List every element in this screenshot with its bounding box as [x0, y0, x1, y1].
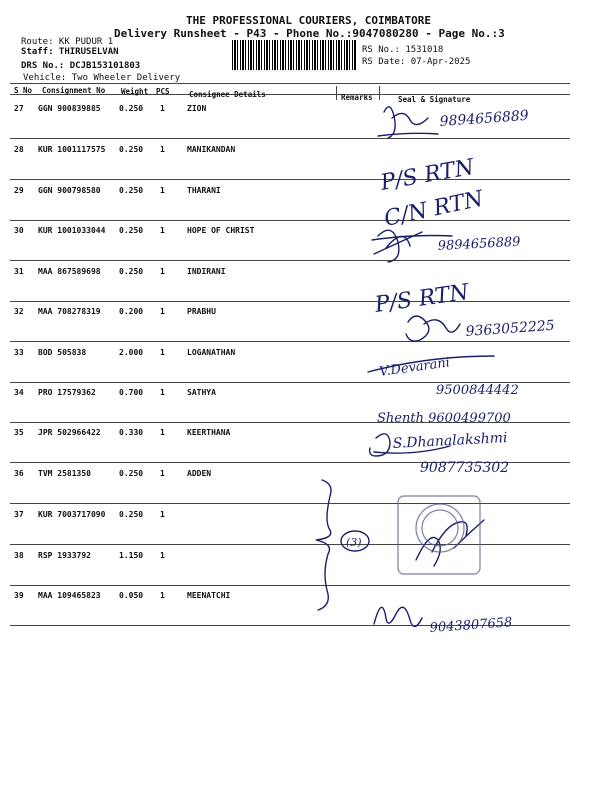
row-sno: 38	[14, 551, 24, 560]
row-sno: 35	[14, 428, 24, 437]
handwritten-name: V.Devarani	[378, 355, 451, 380]
row-consignment: RSP 1933792	[38, 551, 91, 560]
row-consignee: THARANI	[187, 186, 221, 195]
row-weight: 0.200	[119, 307, 144, 316]
row-pcs: 1	[160, 428, 165, 437]
handwritten-phone: 9043807658	[429, 615, 513, 636]
bracket-note: (3)	[346, 536, 362, 549]
row-pcs: 1	[160, 388, 165, 397]
handwritten-phone: 9500844442	[436, 383, 519, 398]
row-pcs: 1	[160, 186, 165, 195]
col-remarks: Remarks	[341, 93, 373, 102]
row-consignment: TVM 2581350	[38, 469, 91, 478]
row-sno: 32	[14, 307, 24, 316]
row-pcs: 1	[160, 145, 165, 154]
signature-mark	[374, 607, 422, 626]
row-consignee: INDIRANI	[187, 267, 226, 276]
row-pcs: 1	[160, 469, 165, 478]
handwritten-note: P/S RTN	[378, 154, 476, 196]
row-sno: 34	[14, 388, 24, 397]
row-consignment: KUR 7003717090	[38, 510, 106, 519]
route-label: Route: KK PUDUR 1	[21, 37, 114, 47]
row-weight: 0.250	[119, 226, 144, 235]
row-consignment: BOD 505838	[38, 348, 87, 357]
handwritten-phone: 9087735302	[420, 460, 510, 476]
row-weight: 2.000	[119, 348, 144, 357]
row-consignee: ADDEN	[187, 469, 212, 478]
row-pcs: 1	[160, 348, 165, 357]
row-consignee: SATHYA	[187, 388, 216, 397]
row-consignment: KUR 1001117575	[38, 145, 106, 154]
row-sno: 39	[14, 591, 24, 600]
col-consignee: Consignee Details	[189, 90, 266, 99]
row-sno: 29	[14, 186, 24, 195]
company-title: THE PROFESSIONAL COURIERS, COIMBATORE	[186, 14, 432, 27]
row-pcs: 1	[160, 510, 165, 519]
col-signature: Seal & Signature	[398, 95, 471, 104]
row-pcs: 1	[160, 267, 165, 276]
row-consignee: LOGANATHAN	[187, 348, 236, 357]
vehicle-label: Vehicle: Two Wheeler Delivery	[23, 73, 181, 83]
row-weight: 0.250	[119, 104, 144, 113]
row-sno: 37	[14, 510, 24, 519]
row-weight: 0.250	[119, 186, 144, 195]
drs-number: DRS No.: DCJB153101803	[21, 61, 141, 71]
row-consignee: ZION	[187, 104, 207, 113]
row-consignee: MANIKANDAN	[187, 145, 236, 154]
row-sno: 36	[14, 469, 24, 478]
col-weight: Weight	[121, 87, 149, 96]
staff-label: Staff: THIRUSELVAN	[21, 47, 119, 57]
bracket-mark	[316, 480, 331, 610]
row-consignee: PRABHU	[187, 307, 216, 316]
row-consignment: MAA 708278319	[38, 307, 101, 316]
col-pcs: PCS	[156, 87, 170, 96]
col-consignment: Consignment No	[42, 86, 106, 95]
row-weight: 0.700	[119, 388, 144, 397]
row-sno: 27	[14, 104, 24, 113]
handwritten-note: P/S RTN	[373, 280, 471, 318]
handwritten-phone: 9894656889	[437, 234, 521, 254]
signature-mark	[378, 107, 438, 138]
row-consignment: MAA 109465823	[38, 591, 101, 600]
row-weight: 0.250	[119, 145, 144, 154]
rs-number: RS No.: 1531018	[362, 45, 444, 55]
row-consignee: HOPE OF CHRIST	[187, 226, 255, 235]
row-consignment: MAA 867589698	[38, 267, 101, 276]
row-consignment: JPR 502966422	[38, 428, 101, 437]
row-weight: 0.250	[119, 469, 144, 478]
row-weight: 0.050	[119, 591, 144, 600]
row-sno: 28	[14, 145, 24, 154]
row-pcs: 1	[160, 551, 165, 560]
row-sno: 33	[14, 348, 24, 357]
row-pcs: 1	[160, 226, 165, 235]
handwritten-note: C/N RTN	[382, 186, 486, 232]
row-consignment: KUR 1001033044	[38, 226, 106, 235]
rs-date: RS Date: 07-Apr-2025	[362, 57, 471, 67]
handwritten-phone: 9363052225	[465, 317, 556, 340]
handwritten-phone: 9894656889	[439, 107, 530, 130]
handwritten-note: Shenth 9600499700	[377, 411, 511, 426]
row-consignment: PRO 17579362	[38, 388, 96, 397]
row-weight: 0.330	[119, 428, 144, 437]
row-consignment: GGN 900798580	[38, 186, 101, 195]
row-consignment: GGN 900839885	[38, 104, 101, 113]
row-weight: 1.150	[119, 551, 144, 560]
row-sno: 31	[14, 267, 24, 276]
signature-mark	[406, 316, 460, 341]
row-pcs: 1	[160, 307, 165, 316]
row-sno: 30	[14, 226, 24, 235]
handwritten-name: S.Dhanalakshmi	[392, 430, 508, 452]
row-pcs: 1	[160, 591, 165, 600]
row-consignee: KEERTHANA	[187, 428, 231, 437]
row-weight: 0.250	[119, 267, 144, 276]
row-weight: 0.250	[119, 510, 144, 519]
runsheet-title: Delivery Runsheet - P43 - Phone No.:9047080280 - Page No.:3	[114, 27, 505, 40]
row-consignee: MEENATCHI	[187, 591, 231, 600]
col-sno: S No	[14, 86, 33, 95]
row-pcs: 1	[160, 104, 165, 113]
